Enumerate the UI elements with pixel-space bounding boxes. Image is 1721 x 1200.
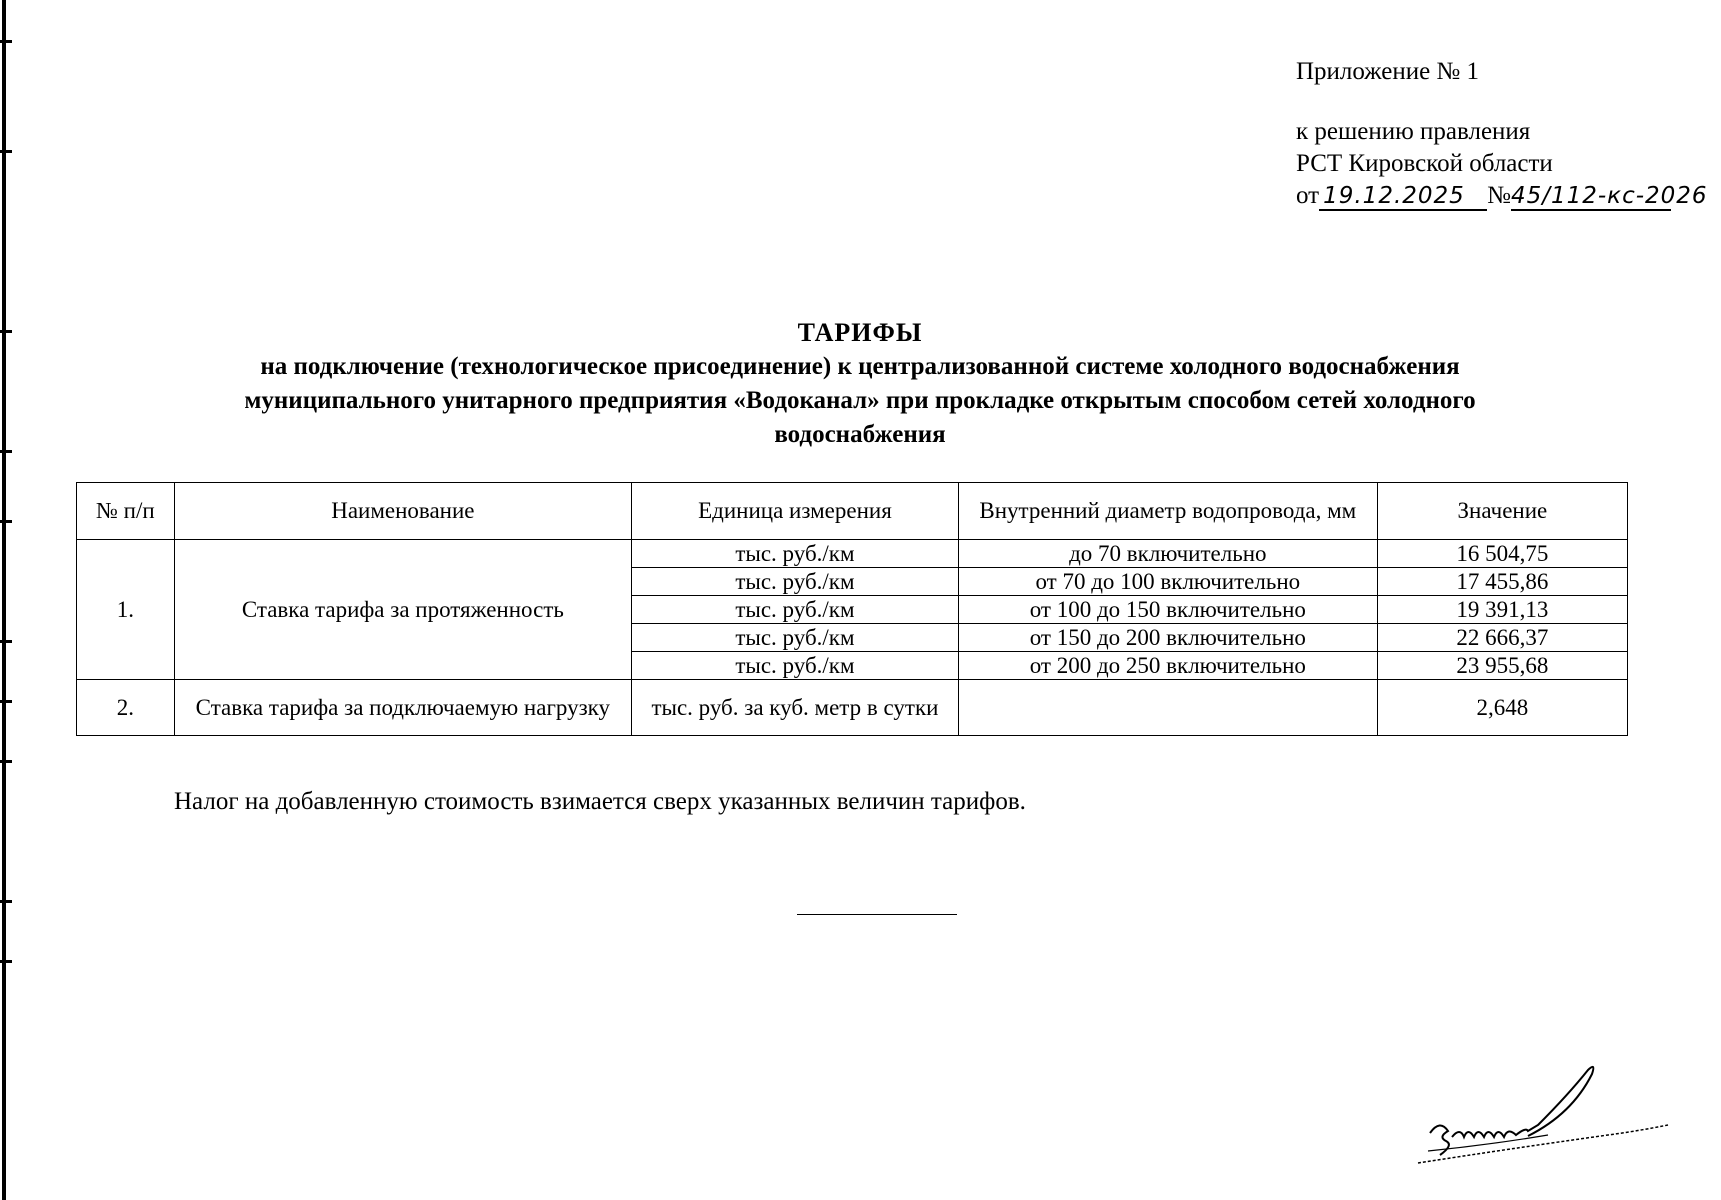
- cell-diameter: от 100 до 150 включительно: [958, 596, 1377, 624]
- signature-icon: [1400, 1055, 1700, 1175]
- from-label: от: [1296, 182, 1320, 209]
- appendix-authority: РСТ Кировской области: [1296, 150, 1553, 177]
- cell-name: Ставка тарифа за протяженность: [174, 540, 631, 680]
- cell-value: 17 455,86: [1377, 568, 1627, 596]
- cell-diameter: от 150 до 200 включительно: [958, 624, 1377, 652]
- header-number: № п/п: [77, 483, 175, 540]
- cell-unit: тыс. руб. за куб. метр в сутки: [632, 680, 959, 736]
- header-name: Наименование: [174, 483, 631, 540]
- title-line-3: водоснабжения: [774, 421, 946, 448]
- tariffs-table: [76, 482, 1628, 736]
- vat-note: Налог на добавленную стоимость взимается сверх указанных величин тарифов.: [174, 788, 1026, 815]
- table-row: [77, 540, 1628, 568]
- appendix-decision: к решению правления: [1296, 118, 1531, 145]
- cell-number: 2.: [77, 680, 175, 736]
- document-title: [60, 316, 1660, 452]
- cell-value: 22 666,37: [1377, 624, 1627, 652]
- cell-value: 19 391,13: [1377, 596, 1627, 624]
- cell-number: 1.: [77, 540, 175, 680]
- cell-value: 23 955,68: [1377, 652, 1627, 680]
- table-header-row: [77, 483, 1628, 540]
- title-main: ТАРИФЫ: [797, 318, 923, 347]
- number-label: №: [1487, 182, 1511, 209]
- cell-diameter: от 200 до 250 включительно: [958, 652, 1377, 680]
- end-divider: [797, 914, 957, 915]
- header-value: Значение: [1377, 483, 1627, 540]
- handwritten-date: 19.12.2025: [1319, 183, 1487, 211]
- cell-diameter: до 70 включительно: [958, 540, 1377, 568]
- cell-name: Ставка тарифа за подключаемую нагрузку: [174, 680, 631, 736]
- cell-value: 16 504,75: [1377, 540, 1627, 568]
- header-diameter: Внутренний диаметр водопровода, мм: [958, 483, 1377, 540]
- cell-value: 2,648: [1377, 680, 1627, 736]
- title-line-2: муниципального унитарного предприятия «Водоканал» при прокладке открытым способом сетей холодного: [244, 387, 1476, 414]
- title-line-1: на подключение (технологическое присоединение) к централизованной системе холодного водоснабжения: [260, 353, 1460, 380]
- handwritten-number: 45/112-кс-2026: [1510, 183, 1708, 209]
- appendix-date-line: [1296, 180, 1708, 212]
- table-row: [77, 680, 1628, 736]
- appendix-header: [1296, 56, 1708, 212]
- cell-diameter: [958, 680, 1377, 736]
- cell-unit: тыс. руб./км: [632, 568, 959, 596]
- scan-edge-artifact: [0, 0, 12, 1200]
- cell-diameter: от 70 до 100 включительно: [958, 568, 1377, 596]
- cell-unit: тыс. руб./км: [632, 652, 959, 680]
- cell-unit: тыс. руб./км: [632, 624, 959, 652]
- cell-unit: тыс. руб./км: [632, 540, 959, 568]
- appendix-number: Приложение № 1: [1296, 58, 1480, 85]
- cell-unit: тыс. руб./км: [632, 596, 959, 624]
- header-unit: Единица измерения: [632, 483, 959, 540]
